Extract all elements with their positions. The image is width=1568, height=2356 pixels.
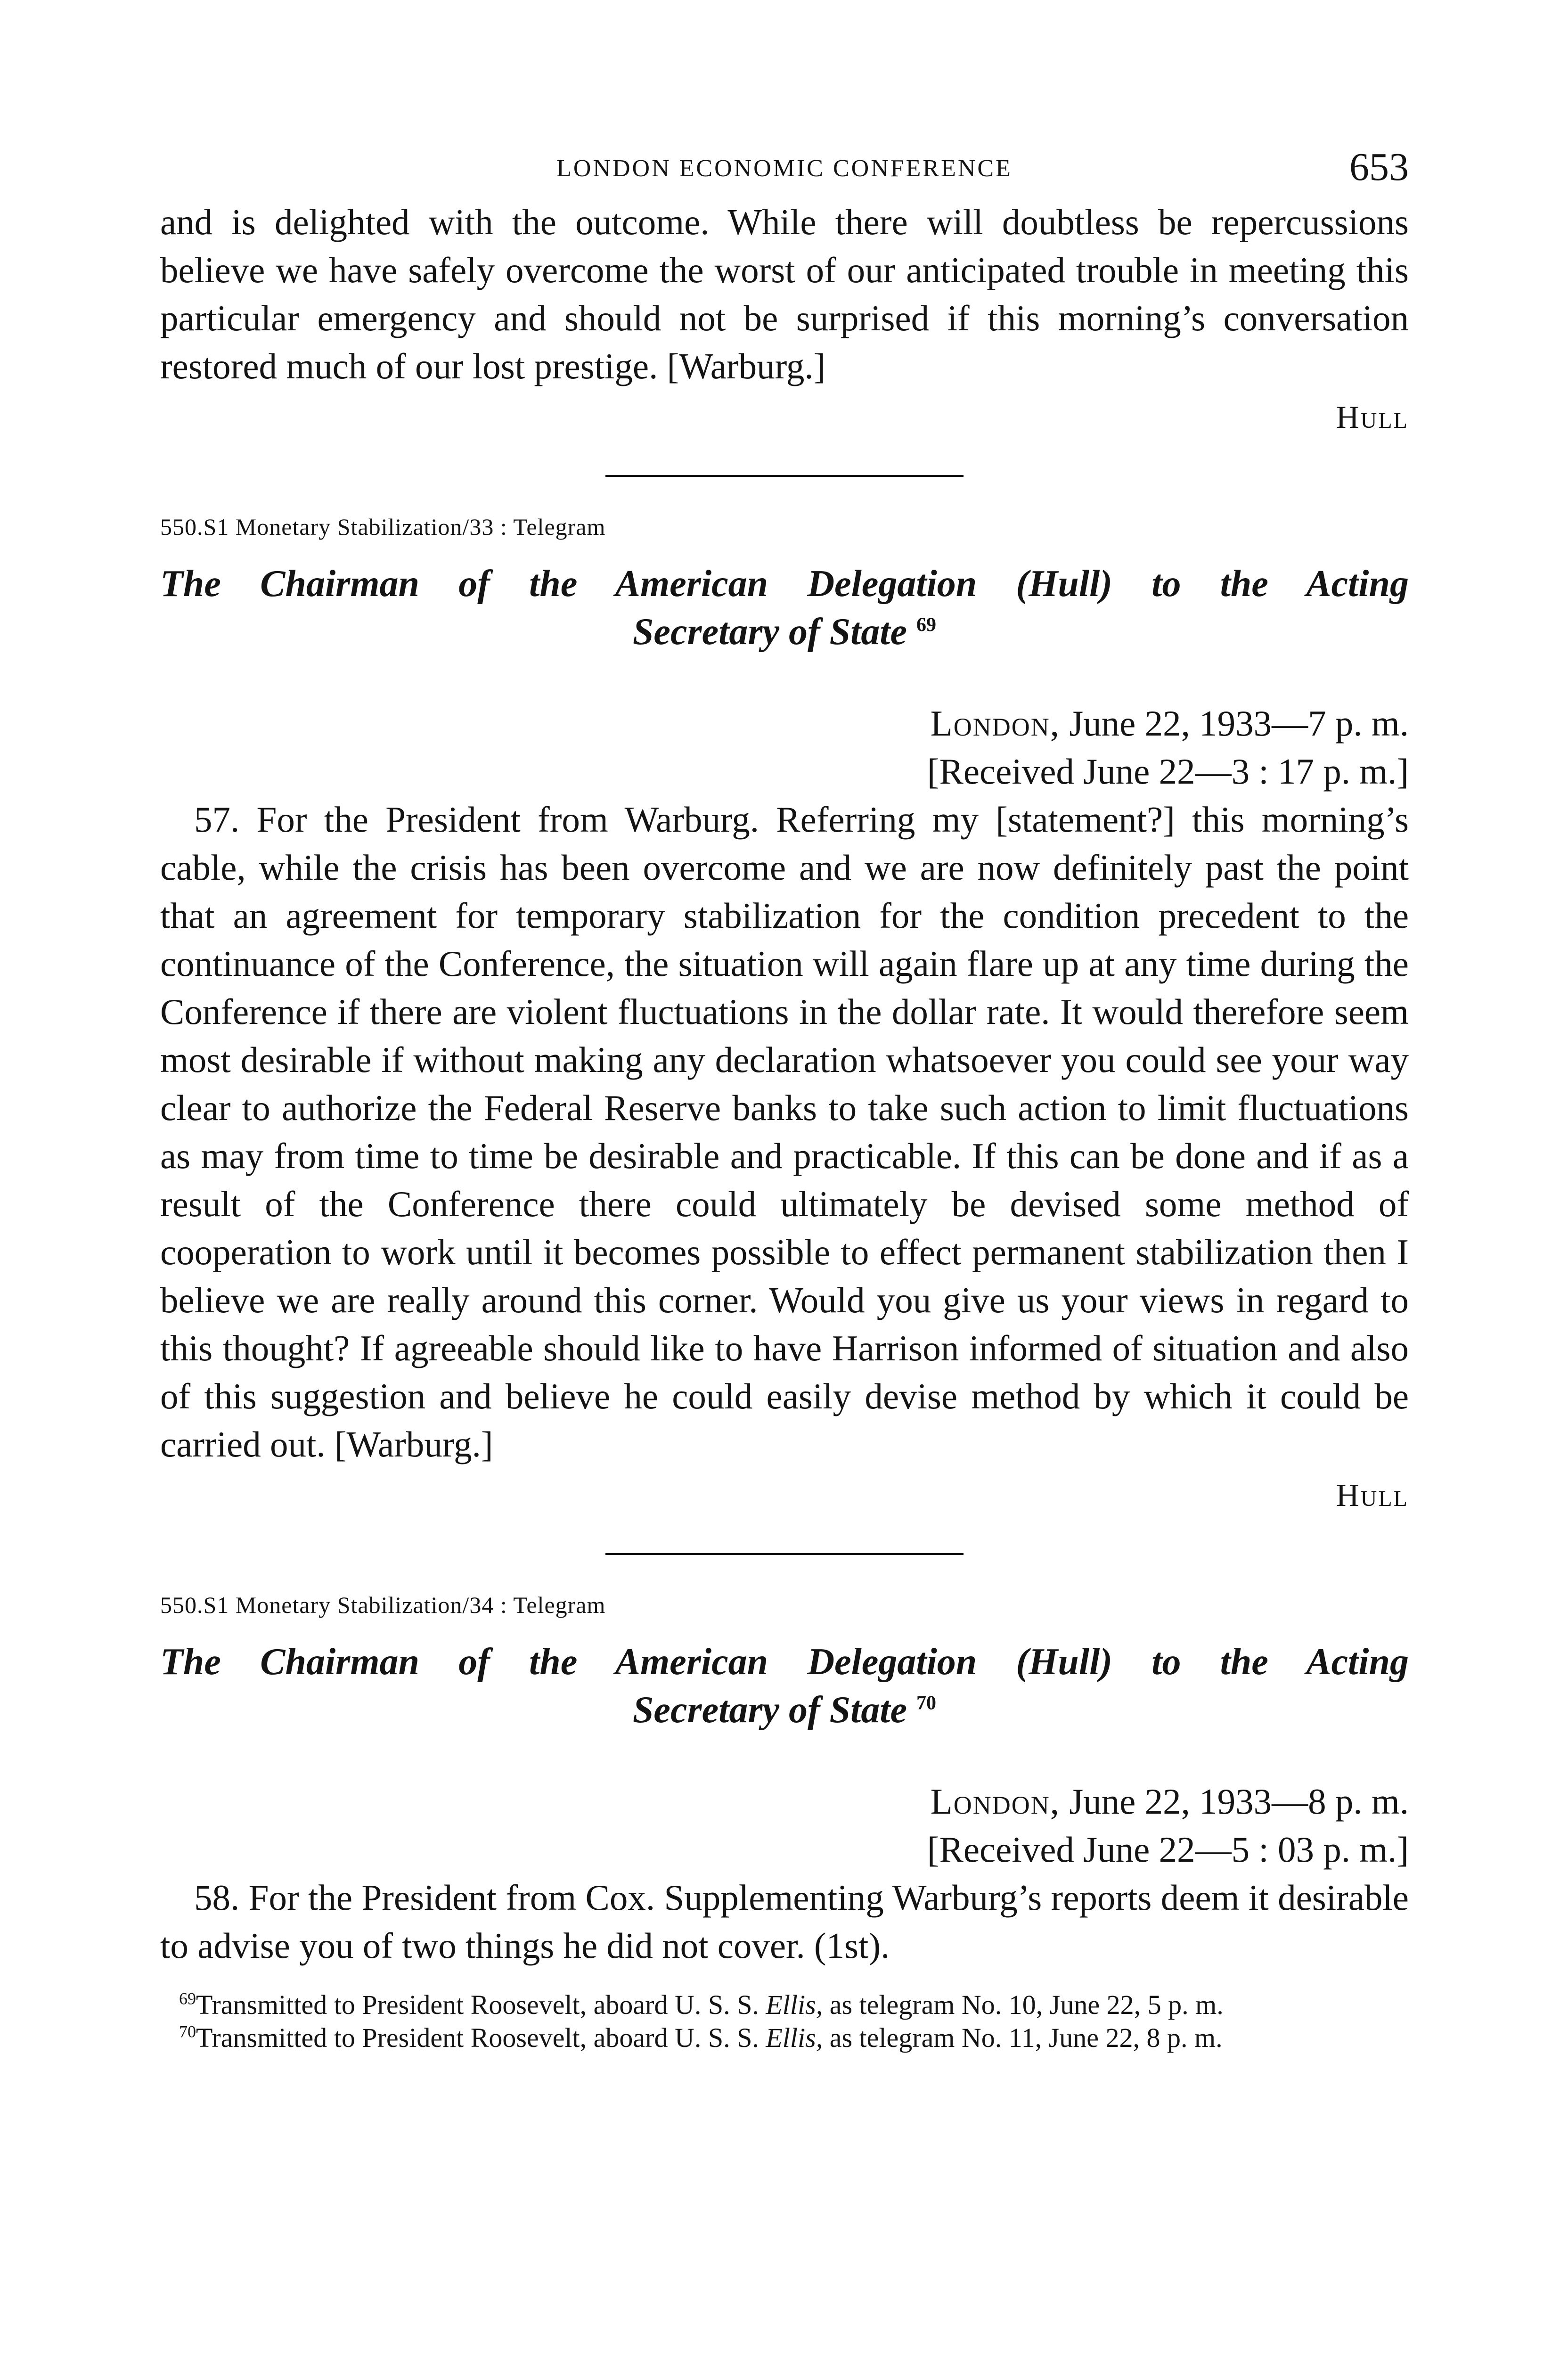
footnote-70 <box>160 2021 1409 2054</box>
section-divider <box>605 1553 964 1555</box>
page <box>160 141 1409 2054</box>
dateline-sent <box>160 699 1409 747</box>
section-divider <box>605 475 964 477</box>
footnote-number: 69 <box>179 1989 196 2008</box>
signature-hull-2: Hull <box>1336 1477 1409 1513</box>
document-title <box>160 1638 1409 1734</box>
dateline <box>160 1777 1409 1873</box>
document-58 <box>160 1586 1409 1970</box>
footnote-text-end: as telegram No. 11, June 22, 8 p. m. <box>823 2022 1223 2053</box>
dateline-date: June 22, 1933—7 p. m. <box>1060 703 1409 744</box>
file-reference: 550.S1 Monetary Stabilization/33 : Telegram <box>160 514 606 540</box>
footnote-69 <box>160 1988 1409 2021</box>
dateline <box>160 699 1409 795</box>
footnote-number: 70 <box>179 2022 196 2041</box>
document-title-line-2 <box>160 1686 1409 1734</box>
document-title-line-2 <box>160 608 1409 656</box>
dateline-sent <box>160 1777 1409 1825</box>
document-title-line-2-text: Secretary of State <box>632 611 907 653</box>
ship-name: Ellis, <box>766 1989 823 2020</box>
document-title <box>160 560 1409 656</box>
document-title-line-1: The Chairman of the American Delegation (Hull) to the Acting <box>160 1641 1409 1683</box>
footnote-marker: 70 <box>916 1692 937 1714</box>
document-title-line-1: The Chairman of the American Delegation (Hull) to the Acting <box>160 563 1409 605</box>
dateline-received: [Received June 22—3 : 17 p. m.] <box>927 751 1409 792</box>
page-number: 653 <box>1349 145 1409 189</box>
telegram-body: 58. For the President from Cox. Supplementing Warburg’s reports deem it desirable to advise you of two things he did not cover. (1st). <box>160 1877 1409 1966</box>
footnote-text: Transmitted to President Roosevelt, aboard U. S. S. <box>196 2022 766 2053</box>
document-57 <box>160 508 1409 1516</box>
dateline-city: London, <box>930 703 1060 744</box>
file-reference: 550.S1 Monetary Stabilization/34 : Telegram <box>160 1592 606 1618</box>
document-title-line-2-text: Secretary of State <box>632 1689 907 1731</box>
running-head <box>160 141 1409 198</box>
footnote-marker: 69 <box>916 614 937 636</box>
continuation-paragraph: and is delighted with the outcome. While there will doubtless be repercussions believe we have safely overcome the worst of our anticipated trouble in meeting this particular emergency and should not be surprised if this morning’s conversation restored much of our lost prestige. [Warburg.] <box>160 202 1409 386</box>
signature-hull-1: Hull <box>1336 399 1409 435</box>
running-title: LONDON ECONOMIC CONFERENCE <box>556 155 1013 182</box>
telegram-body: 57. For the President from Warburg. Referring my [statement?] this morning’s cable, while the crisis has been overcome and we are now definitely past the point that an agreement for temporary stabilization for the condition precedent to the continuance of the Conference, the situation will again flare up at any time during the Conference if there are violent fluctuations in the dollar rate. It would therefore seem most desirable if without making any declaration whatsoever you could see your way clear to authorize the Federal Reserve banks to take such action to limit fluctuations as may from time to time be desirable and practicable. If this can be done and if as a result of the Conference there could ultimately be devised some method of cooperation to work until it becomes possible to effect permanent stabilization then I believe we are really around this corner. Would you give us your views in regard to this thought? If agreeable should like to have Harrison informed of situation and also of this suggestion and believe he could easily devise method by which it could be carried out. [Warburg.] <box>160 799 1409 1464</box>
dateline-received: [Received June 22—5 : 03 p. m.] <box>927 1829 1409 1870</box>
dateline-date: June 22, 1933—8 p. m. <box>1060 1781 1409 1822</box>
footnote-text: Transmitted to President Roosevelt, aboard U. S. S. <box>196 1989 766 2020</box>
footnotes <box>160 1988 1409 2054</box>
footnote-text-end: as telegram No. 10, June 22, 5 p. m. <box>823 1989 1224 2020</box>
ship-name: Ellis, <box>766 2022 823 2053</box>
dateline-city: London, <box>930 1781 1060 1822</box>
